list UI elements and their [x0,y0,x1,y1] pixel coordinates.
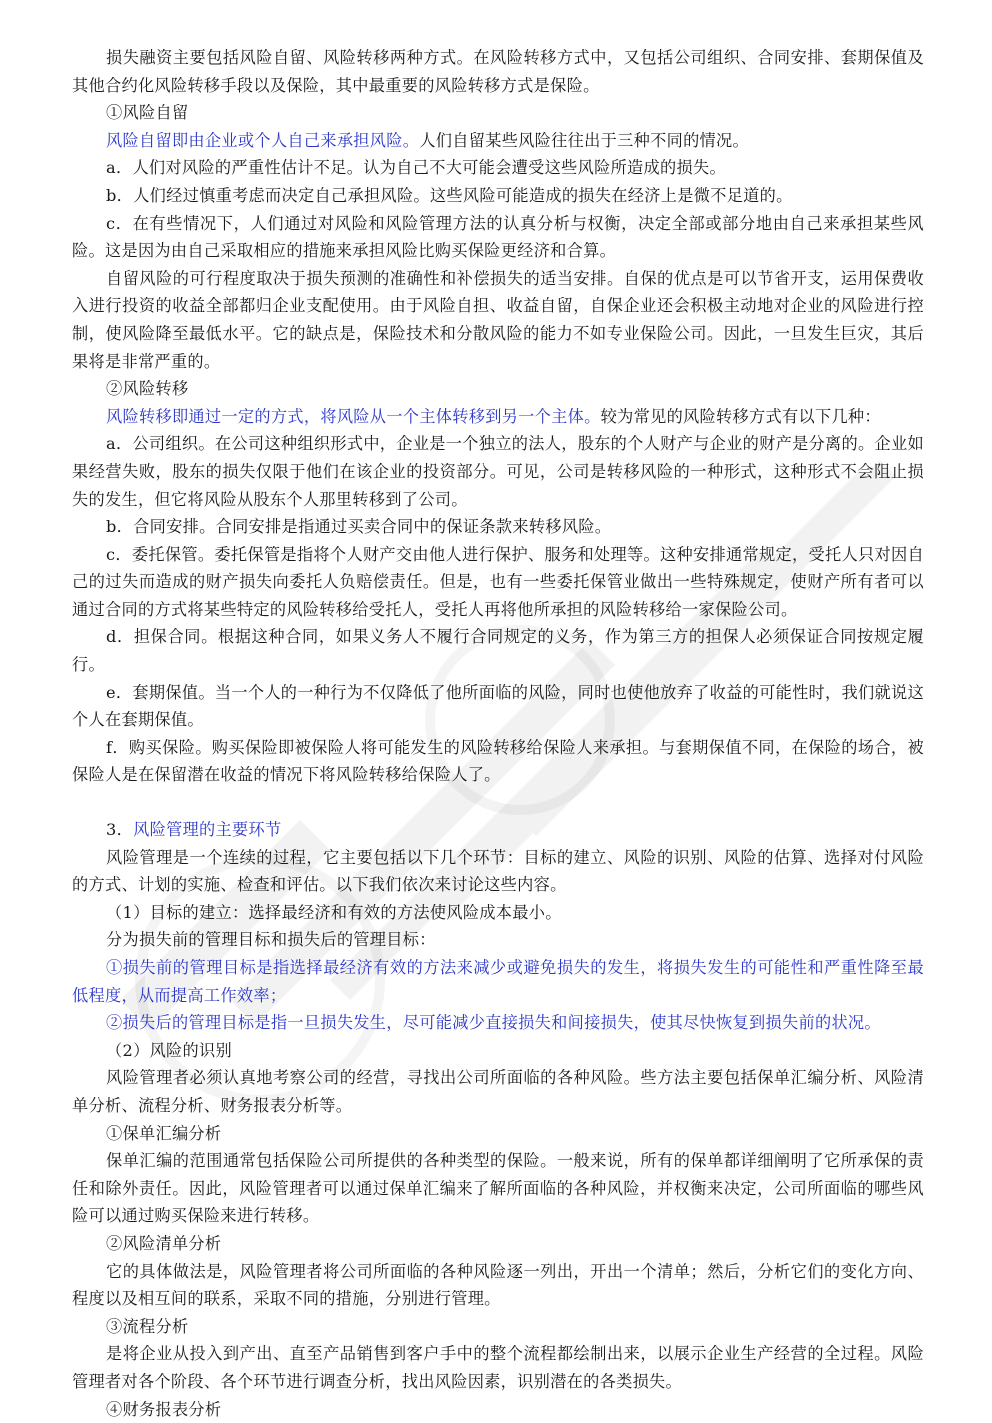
paragraph-risk-retention-definition: 风险自留即由企业或个人自己来承担风险。人们自留某些风险往往出于三种不同的情况。 [72,127,924,155]
paragraph-post-loss-goal: ②损失后的管理目标是指一旦损失发生，尽可能减少直接损失和间接损失，使其尽快恢复到损失前的状况。 [72,1009,924,1037]
paragraph-goal-types: 分为损失前的管理目标和损失后的管理目标： [72,926,924,954]
list-item-c: c．在有些情况下，人们通过对风险和风险管理方法的认真分析与权衡，决定全部或部分地由自己来承担某些风险。这是因为由自己采取相应的措施来承担风险比购买保险更经济和合算。 [72,210,924,265]
list-item-e: e．套期保值。当一个人的一种行为不仅降低了他所面临的风险，同时也使他放弃了收益的可能性时，我们就说这个人在套期保值。 [72,679,924,734]
heading-risk-identification: （2）风险的识别 [72,1037,924,1065]
heading-flow-analysis: ③流程分析 [72,1313,924,1341]
heading-risk-transfer: ②风险转移 [72,375,924,403]
list-item-b: b．人们经过慎重考虑而决定自己承担风险。这些风险可能造成的损失在经济上是微不足道的。 [72,182,924,210]
paragraph-policy-compilation: 保单汇编的范围通常包括保险公司所提供的各种类型的保险。一般来说，所有的保单都详细阐明了它所承保的责任和除外责任。因此，风险管理者可以通过保单汇编来了解所面临的各种风险，并权衡来决定，公司所面临的哪些风险可以通过购买保险来进行转移。 [72,1147,924,1230]
paragraph-risk-checklist: 它的具体做法是，风险管理者将公司所面临的各种风险逐一列出，开出一个清单；然后，分析它们的变化方向、程度以及相互间的联系，采取不同的措施，分别进行管理。 [72,1258,924,1313]
paragraph-pre-loss-goal: ①损失前的管理目标是指选择最经济有效的方法来减少或避免损失的发生，将损失发生的可能性和严重性降至最低程度，从而提高工作效率； [72,954,924,1009]
list-item-a: a．人们对风险的严重性估计不足。认为自己不大可能会遭受这些风险所造成的损失。 [72,154,924,182]
heading-risk-retention: ①风险自留 [72,99,924,127]
section-heading-3: 3．风险管理的主要环节 [72,816,924,844]
list-item-a: a．公司组织。在公司这种组织形式中，企业是一个独立的法人，股东的个人财产与企业的财产是分离的。企业如果经营失败，股东的损失仅限于他们在该企业的投资部分。可见，公司是转移风险的一种形式，这种形式不会阻止损失的发生，但它将风险从股东个人那里转移到了公司。 [72,430,924,513]
paragraph-flow-analysis: 是将企业从投入到产出、直至产品销售到客户手中的整个流程都绘制出来，以展示企业生产经营的全过程。风险管理者对各个阶段、各个环节进行调查分析，找出风险因素，识别潜在的各类损失。 [72,1340,924,1395]
paragraph-risk-transfer-definition: 风险转移即通过一定的方式，将风险从一个主体转移到另一个主体。较为常见的风险转移方式有以下几种： [72,403,924,431]
paragraph-risk-management-process: 风险管理是一个连续的过程，它主要包括以下几个环节：目标的建立、风险的识别、风险的估算、选择对付风险的方式、计划的实施、检查和评估。以下我们依次来讨论这些内容。 [72,844,924,899]
section-spacer [72,789,924,816]
heading-goal-setting: （1）目标的建立：选择最经济和有效的方法使风险成本最小。 [72,899,924,927]
heading-policy-compilation: ①保单汇编分析 [72,1120,924,1148]
paragraph-loss-financing: 损失融资主要包括风险自留、风险转移两种方式。在风险转移方式中，又包括公司组织、合同安排、套期保值及其他合约化风险转移手段以及保险，其中最重要的风险转移方式是保险。 [72,44,924,99]
list-item-f: f．购买保险。购买保险即被保险人将可能发生的风险转移给保险人来承担。与套期保值不同，在保险的场合，被保险人是在保留潜在收益的情况下将风险转移给保险人了。 [72,734,924,789]
heading-financial-statement-analysis: ④财务报表分析 [72,1396,924,1423]
list-item-b: b．合同安排。合同安排是指通过买卖合同中的保证条款来转移风险。 [72,513,924,541]
list-item-c: c．委托保管。委托保管是指将个人财产交由他人进行保护、服务和处理等。这种安排通常规定，受托人只对因自己的过失而造成的财产损失向委托人负赔偿责任。但是，也有一些委托保管业做出一些特殊规定，使财产所有者可以通过合同的方式将某些特定的风险转移给受托人，受托人再将他所承担的风险转移给一家保险公司。 [72,541,924,624]
paragraph-risk-identification: 风险管理者必须认真地考察公司的经营，寻找出公司所面临的各种风险。些方法主要包括保单汇编分析、风险清单分析、流程分析、财务报表分析等。 [72,1064,924,1119]
paragraph-self-retention: 自留风险的可行程度取决于损失预测的准确性和补偿损失的适当安排。自保的优点是可以节省开支，运用保费收入进行投资的收益全部都归企业支配使用。由于风险自担、收益自留，自保企业还会积极主动地对企业的风险进行控制，使风险降至最低水平。它的缺点是，保险技术和分散风险的能力不如专业保险公司。因此，一旦发生巨灾，其后果将是非常严重的。 [72,265,924,375]
heading-risk-checklist: ②风险清单分析 [72,1230,924,1258]
list-item-d: d．担保合同。根据这种合同，如果义务人不履行合同规定的义务，作为第三方的担保人必须保证合同按规定履行。 [72,623,924,678]
document-body [72,44,924,1423]
